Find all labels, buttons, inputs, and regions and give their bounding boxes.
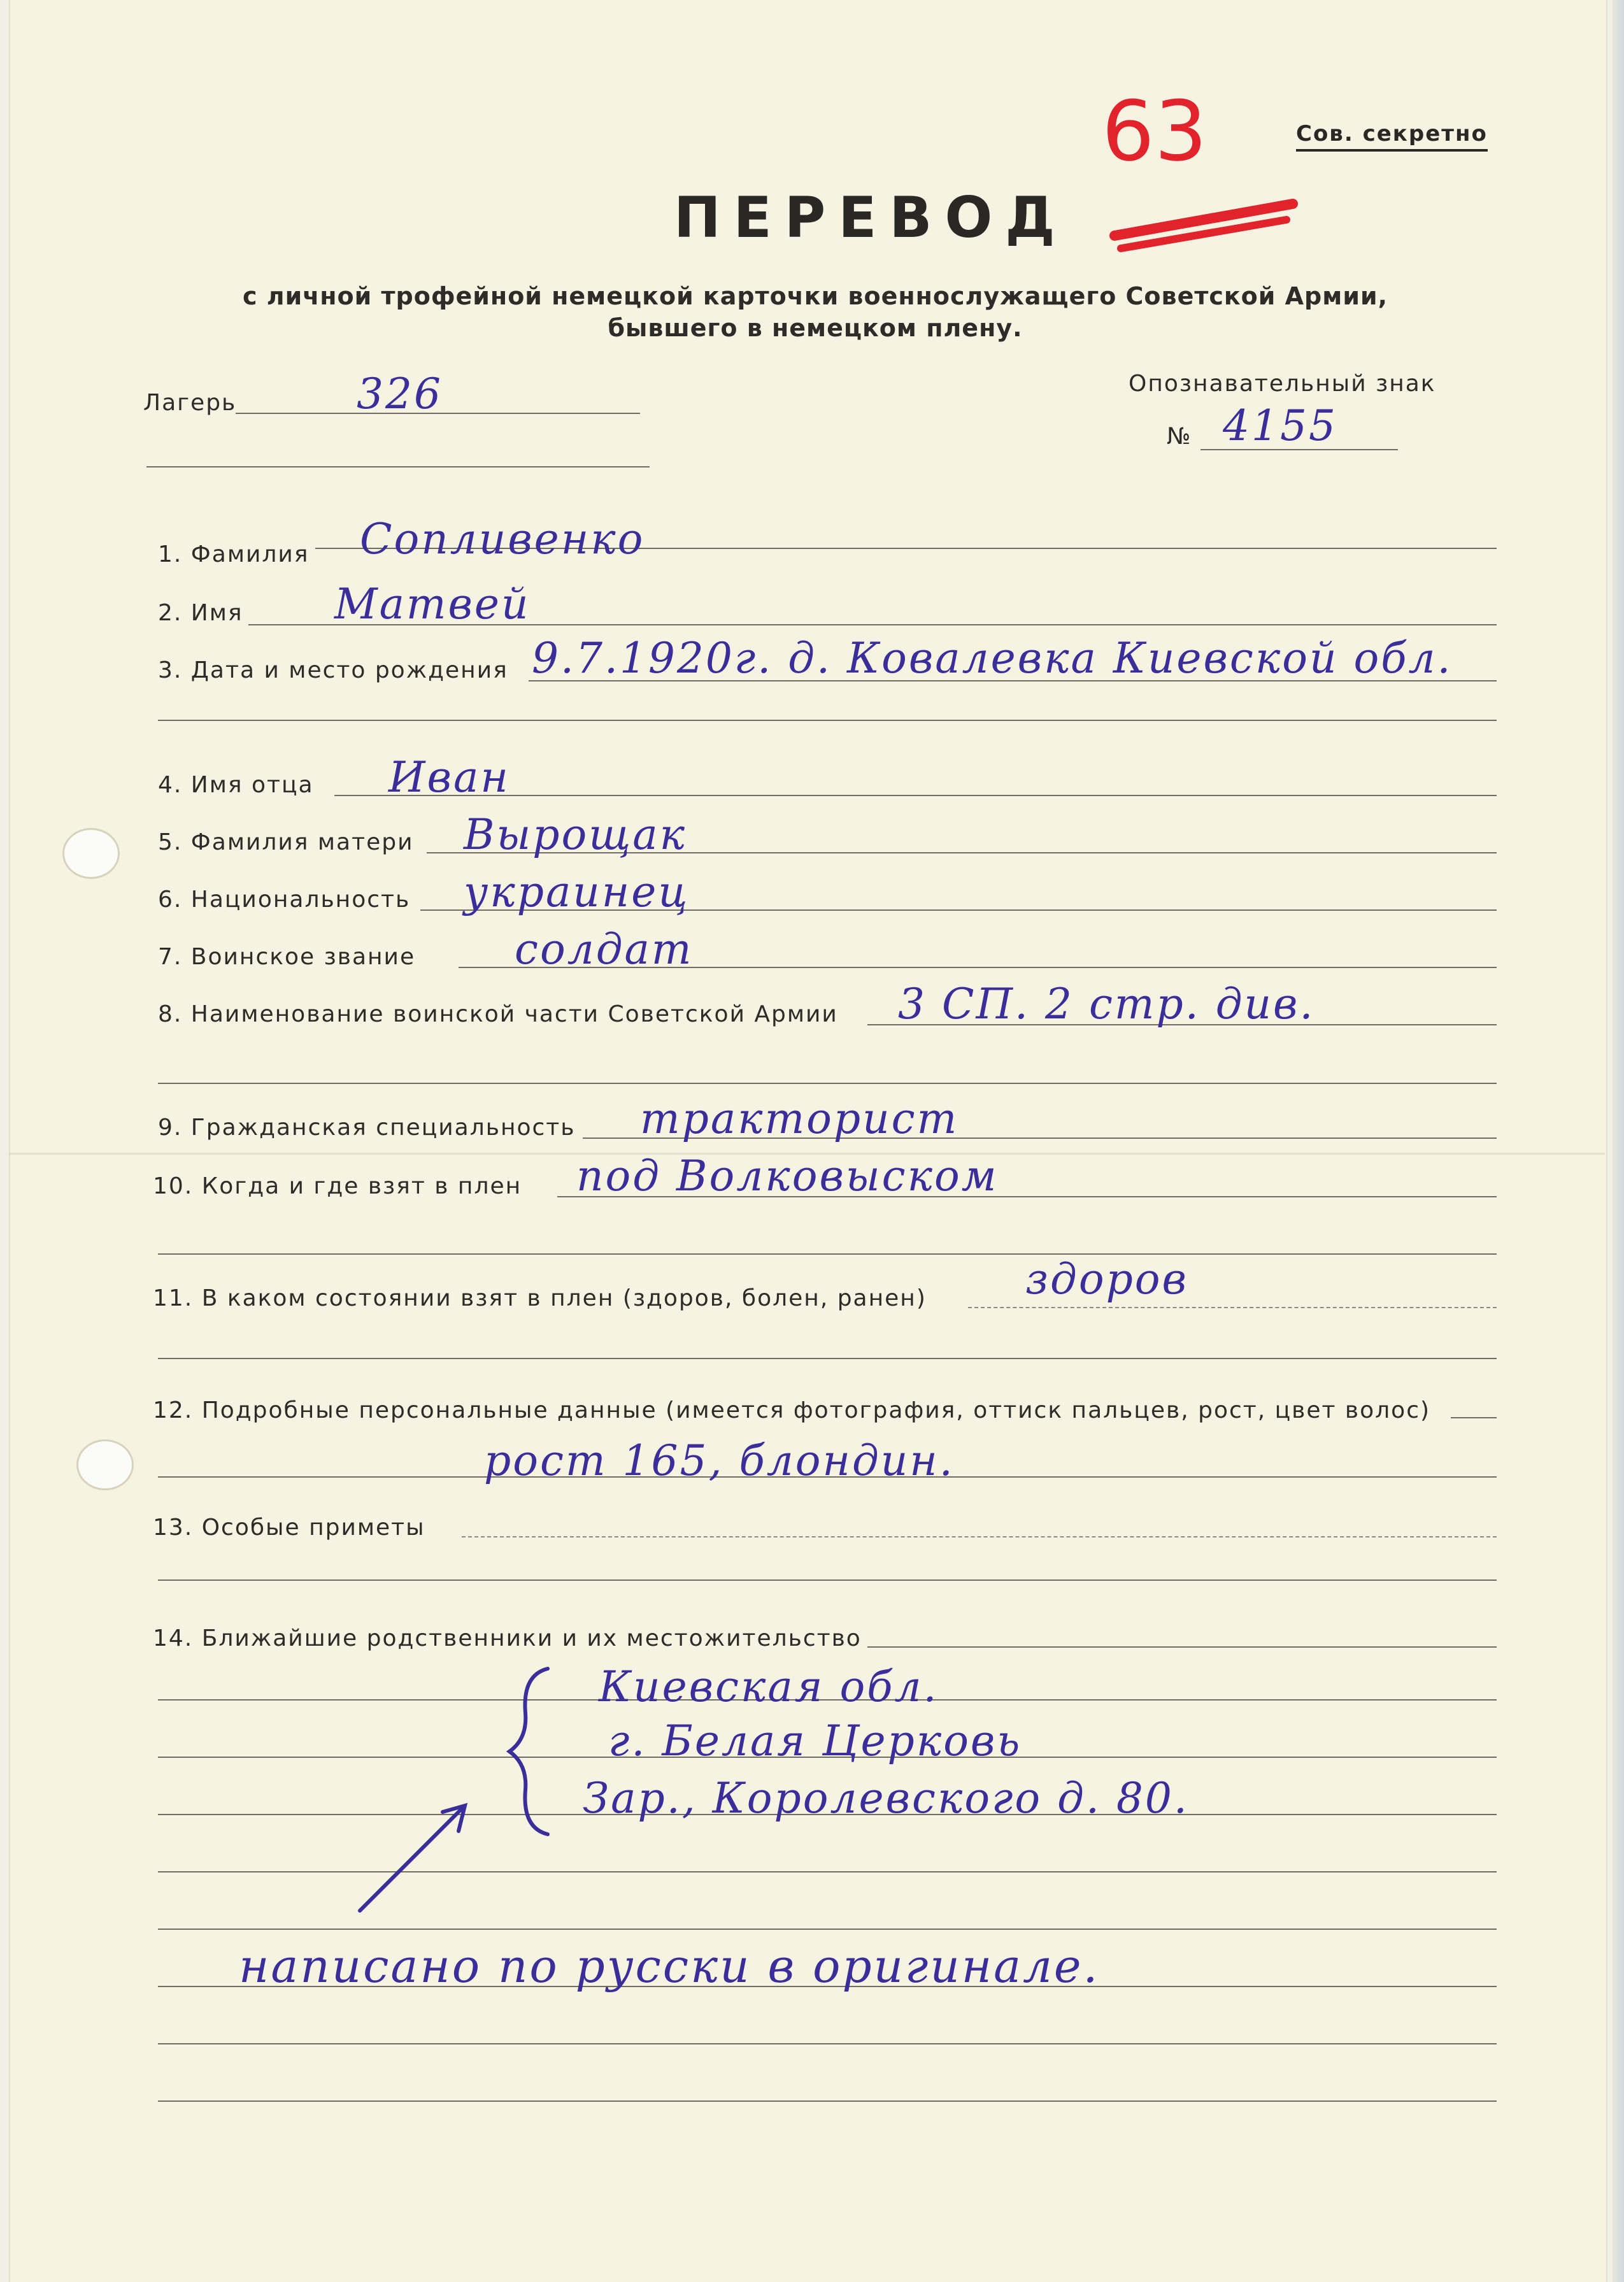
red-underline-mark — [1108, 185, 1299, 261]
form-line — [867, 1646, 1497, 1648]
condition-value: здоров — [1025, 1255, 1188, 1304]
birth-value: 9.7.1920г. д. Ковалевка Киевской обл. — [532, 634, 1453, 683]
form-line — [158, 1083, 1497, 1084]
subtitle-line: бывшего в немецком плену. — [608, 314, 1023, 342]
form-line — [158, 1580, 1497, 1581]
subtitle-line: с личной трофейной немецкой карточки военнослужащего Советской Армии, — [242, 282, 1388, 310]
field-label: 5. Фамилия матери — [158, 829, 414, 855]
mother-surname-value: Вырощак — [464, 810, 687, 859]
field-label: 7. Воинское звание — [158, 944, 416, 970]
document-title: ПЕРЕВОД — [674, 185, 1068, 250]
arrow-mark — [347, 1796, 487, 1917]
punch-hole — [62, 828, 120, 879]
id-tag-label: Опознавательный знак — [1129, 371, 1436, 397]
field-label: 6. Национальность — [158, 887, 411, 913]
form-line — [158, 1253, 1497, 1255]
field-label: 12. Подробные персональные данные (имеется фотография, оттиск пальцев, рост, цвет волос) — [153, 1397, 1431, 1423]
document-subtitle — [191, 280, 1439, 344]
relatives-line: Зар., Королевского д. 80. — [583, 1774, 1189, 1823]
archive-number: 63 — [1102, 83, 1207, 180]
field-label: 4. Имя отца — [158, 772, 314, 798]
punch-hole — [76, 1439, 134, 1490]
form-line — [158, 2043, 1497, 2044]
form-line — [158, 1358, 1497, 1359]
personal-data-value: рост 165, блондин. — [484, 1436, 955, 1485]
camp-value: 326 — [357, 369, 443, 418]
field-label: 13. Особые приметы — [153, 1515, 425, 1541]
field-label: 14. Ближайшие родственники и их местожительство — [153, 1625, 862, 1651]
capture-place-value: под Волковыском — [576, 1152, 999, 1201]
secrecy-stamp: Сов. секретно — [1296, 121, 1488, 152]
form-line — [462, 1536, 1497, 1537]
field-label: 3. Дата и место рождения — [158, 657, 508, 683]
relatives-line: г. Белая Церковь — [608, 1716, 1022, 1765]
form-line — [158, 720, 1497, 721]
rank-value: солдат — [515, 925, 694, 974]
form-line — [158, 2100, 1497, 2102]
field-label: 11. В каком состоянии взят в плен (здоров, болен, ранен) — [153, 1285, 927, 1311]
field-label: 8. Наименование воинской части Советской Армии — [158, 1001, 838, 1027]
field-label: 1. Фамилия — [158, 541, 310, 567]
first-name-value: Матвей — [334, 580, 531, 629]
id-tag-value: 4155 — [1223, 401, 1337, 450]
surname-value: Сопливенко — [360, 515, 645, 564]
unit-value: 3 СП. 2 стр. див. — [898, 980, 1315, 1029]
profession-value: тракторист — [640, 1094, 959, 1143]
translator-note: написано по русски в оригинале. — [239, 1939, 1100, 1993]
camp-label: Лагерь — [143, 390, 237, 416]
form-line — [158, 1929, 1497, 1930]
relatives-line: Киевская обл. — [599, 1662, 939, 1711]
nationality-value: украинец — [464, 867, 690, 916]
field-label: 9. Гражданская специальность — [158, 1115, 576, 1141]
father-name-value: Иван — [388, 753, 510, 802]
field-label: 10. Когда и где взят в плен — [153, 1173, 522, 1199]
form-line — [968, 1307, 1497, 1308]
form-line — [1451, 1417, 1497, 1418]
id-tag-number-sign: № — [1167, 424, 1192, 450]
brace-mark — [503, 1662, 554, 1841]
field-label: 2. Имя — [158, 600, 243, 626]
form-line — [146, 466, 650, 467]
paper-edge — [1613, 0, 1624, 2282]
